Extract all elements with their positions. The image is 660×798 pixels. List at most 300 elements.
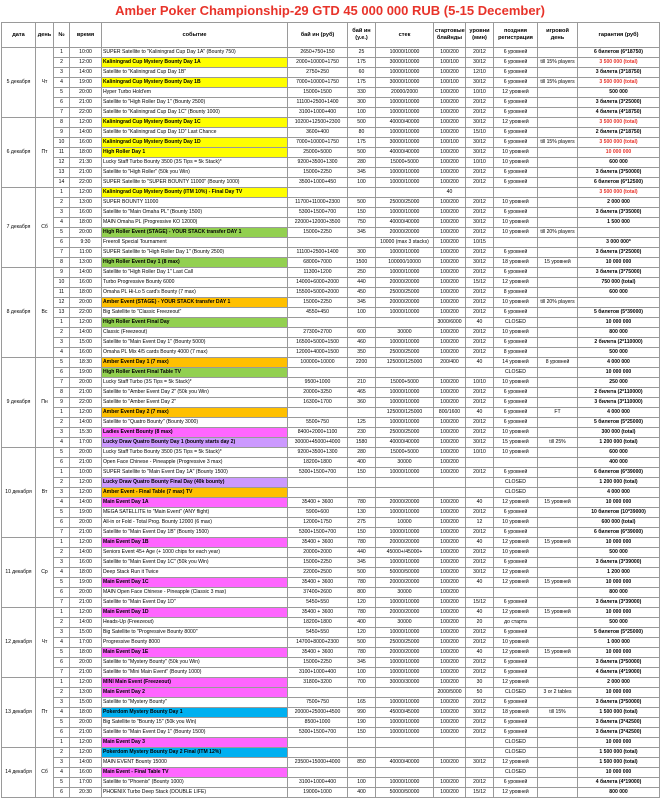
cell-game-day bbox=[538, 698, 578, 708]
cell-time: 17:00 bbox=[70, 778, 102, 788]
cell-game-day bbox=[538, 398, 578, 408]
cell-event: Satellite to "Main Event Day 1B" (Bounty 1500) bbox=[102, 528, 288, 538]
cell-blinds: 100/200 bbox=[434, 578, 466, 588]
cell-stack: 30000 bbox=[376, 458, 434, 468]
cell-number: 6 bbox=[54, 788, 70, 798]
cell-buyin-rub: 14000+6000+2000 bbox=[288, 278, 348, 288]
table-row bbox=[2, 98, 660, 108]
cell-stack: 10000/10000 bbox=[376, 398, 434, 408]
cell-time: 17:00 bbox=[70, 438, 102, 448]
cell-event: Main Event - Final Table TV bbox=[102, 768, 288, 778]
table-row bbox=[2, 728, 660, 738]
cell-levels: 15/12 bbox=[466, 788, 494, 798]
cell-levels: 20/12 bbox=[466, 628, 494, 638]
cell-buyin-rub: 5450+550 bbox=[288, 628, 348, 638]
cell-buyin-rub: 27300+2700 bbox=[288, 328, 348, 338]
cell-late-reg: 6 уровней bbox=[494, 208, 538, 218]
cell-buyin-ue: 150 bbox=[348, 728, 376, 738]
cell-game-day bbox=[538, 618, 578, 628]
cell-buyin-ue: 125 bbox=[348, 418, 376, 428]
cell-date: 7 декабря bbox=[2, 188, 36, 268]
cell-levels: 40 bbox=[466, 498, 494, 508]
cell-event: Satellite to "High Roller Day 1" Last Call bbox=[102, 268, 288, 278]
cell-stack: 45000/45000 bbox=[376, 708, 434, 718]
cell-stack: 10000/10000 bbox=[376, 668, 434, 678]
cell-buyin-ue: 300 bbox=[348, 98, 376, 108]
cell-buyin-rub: 100000+10000 bbox=[288, 358, 348, 368]
cell-stack: 30000/10000 bbox=[376, 78, 434, 88]
cell-time: 12:00 bbox=[70, 488, 102, 498]
cell-levels bbox=[466, 768, 494, 778]
cell-levels: 20/12 bbox=[466, 338, 494, 348]
cell-levels: 20/12 bbox=[466, 328, 494, 338]
cell-event: Ladies Event Bounty (8 max) bbox=[102, 428, 288, 438]
cell-guarantee: 6 билетов (6*18750) bbox=[578, 48, 660, 58]
cell-event: Main Event Day 1E bbox=[102, 648, 288, 658]
cell-stack: 30000/10000 bbox=[376, 138, 434, 148]
cell-buyin-rub: 35400 + 3600 bbox=[288, 538, 348, 548]
cell-number: 4 bbox=[54, 638, 70, 648]
cell-late-reg: 12 уровней bbox=[494, 608, 538, 618]
table-row bbox=[2, 518, 660, 528]
cell-buyin-rub: 35400 + 3600 bbox=[288, 608, 348, 618]
cell-time: 14:00 bbox=[70, 618, 102, 628]
cell-late-reg: 10 уровней bbox=[494, 198, 538, 208]
cell-buyin-ue: 500 bbox=[348, 118, 376, 128]
cell-stack: 40000/40000 bbox=[376, 758, 434, 768]
cell-number: 5 bbox=[54, 228, 70, 238]
cell-levels: 30/12 bbox=[466, 568, 494, 578]
cell-weekday: Чт bbox=[36, 48, 54, 118]
table-row bbox=[2, 188, 660, 198]
cell-time: 21:00 bbox=[70, 98, 102, 108]
cell-blinds: 100/200 bbox=[434, 788, 466, 798]
cell-number: 4 bbox=[54, 78, 70, 88]
cell-blinds: 100/200 bbox=[434, 538, 466, 548]
cell-event: Big Satellite to "Progressive Bounty 8000" bbox=[102, 628, 288, 638]
cell-blinds bbox=[434, 368, 466, 378]
cell-number: 3 bbox=[54, 698, 70, 708]
cell-time: 20:00 bbox=[70, 718, 102, 728]
cell-buyin-rub: 23500+15000+4000 bbox=[288, 758, 348, 768]
cell-late-reg: 18 уровней bbox=[494, 258, 538, 268]
cell-levels: 20/12 bbox=[466, 698, 494, 708]
cell-game-day: 15 уровней bbox=[538, 578, 578, 588]
cell-blinds: 100/200 bbox=[434, 158, 466, 168]
cell-late-reg: 10 уровней bbox=[494, 548, 538, 558]
cell-blinds: 100/200 bbox=[434, 378, 466, 388]
cell-late-reg bbox=[494, 238, 538, 248]
cell-buyin-rub: 5900+600 bbox=[288, 508, 348, 518]
table-row bbox=[2, 328, 660, 338]
cell-buyin-ue: 780 bbox=[348, 578, 376, 588]
cell-levels: 20/12 bbox=[466, 398, 494, 408]
cell-guarantee: 600 000 (total) bbox=[578, 518, 660, 528]
cell-buyin-ue: 400 bbox=[348, 618, 376, 628]
cell-guarantee: 6 билетов (6*12500) bbox=[578, 178, 660, 188]
cell-late-reg: 10 уровней bbox=[494, 158, 538, 168]
cell-date: 14 декабря bbox=[2, 748, 36, 798]
cell-levels: 10/10 bbox=[466, 378, 494, 388]
cell-event: Satellite to "Main Event Day 1" (Bounty 5000) bbox=[102, 338, 288, 348]
cell-buyin-ue: 280 bbox=[348, 158, 376, 168]
cell-event: Satellite to "Amber Event Day 2" (50k you Win) bbox=[102, 388, 288, 398]
cell-game-day bbox=[538, 248, 578, 258]
table-row bbox=[2, 648, 660, 658]
cell-stack: 40000/40000 bbox=[376, 438, 434, 448]
cell-guarantee: 600 000 bbox=[578, 448, 660, 458]
table-row bbox=[2, 618, 660, 628]
cell-guarantee bbox=[578, 228, 660, 238]
cell-event: Amber Event Day 2 (7 max) bbox=[102, 408, 288, 418]
cell-stack bbox=[376, 768, 434, 778]
table-row bbox=[2, 508, 660, 518]
cell-number: 2 bbox=[54, 198, 70, 208]
cell-number: 1 bbox=[54, 738, 70, 748]
cell-number: 2 bbox=[54, 548, 70, 558]
cell-guarantee: 3 билета (3*35000) bbox=[578, 208, 660, 218]
cell-time: 12:00 bbox=[70, 738, 102, 748]
cell-event: SUPER Satellite to "Kaliningrad Cup Day 1A" (Bounty 750) bbox=[102, 48, 288, 58]
cell-blinds: 100/200 bbox=[434, 248, 466, 258]
cell-event: All-in or Fold - Total Prog. Bounty 12000 (6 max) bbox=[102, 518, 288, 528]
cell-buyin-ue: 300 bbox=[348, 248, 376, 258]
cell-event: Seniors Event 45+ Age (+ 1000 chips for each year) bbox=[102, 548, 288, 558]
cell-event: Lucky Draw Quatro Bounty Final Day (40k bounty) bbox=[102, 478, 288, 488]
cell-late-reg: 6 уровней bbox=[494, 388, 538, 398]
table-row bbox=[2, 88, 660, 98]
cell-buyin-rub bbox=[288, 748, 348, 758]
cell-levels: 20/12 bbox=[466, 388, 494, 398]
table-row bbox=[2, 628, 660, 638]
cell-stack: 10000/10000 bbox=[376, 558, 434, 568]
cell-buyin-ue: 465 bbox=[348, 388, 376, 398]
cell-event: MAIN EVENT Bounty 15000 bbox=[102, 758, 288, 768]
cell-buyin-ue bbox=[348, 488, 376, 498]
cell-buyin-ue: 440 bbox=[348, 278, 376, 288]
cell-levels: 40 bbox=[466, 358, 494, 368]
cell-stack: 10000/10000 bbox=[376, 628, 434, 638]
cell-number: 1 bbox=[54, 188, 70, 198]
cell-event: Satellite to "Kaliningrad Cup Day 1C" (Bounty 1000) bbox=[102, 108, 288, 118]
cell-time: 20:00 bbox=[70, 448, 102, 458]
cell-number: 2 bbox=[54, 688, 70, 698]
cell-game-day bbox=[538, 128, 578, 138]
cell-buyin-rub: 7000+10000+1750 bbox=[288, 138, 348, 148]
cell-buyin-ue: 330 bbox=[348, 88, 376, 98]
cell-time: 12:00 bbox=[70, 408, 102, 418]
cell-buyin-rub: 9200+3500+1300 bbox=[288, 158, 348, 168]
cell-game-day bbox=[538, 158, 578, 168]
table-row bbox=[2, 428, 660, 438]
header-number: № bbox=[54, 23, 70, 48]
cell-stack: 15000+5000 bbox=[376, 378, 434, 388]
schedule-table bbox=[1, 22, 660, 798]
cell-event: MEGA SATELLITE to "Main Event" (ANY flight) bbox=[102, 508, 288, 518]
cell-date: 10 декабря bbox=[2, 448, 36, 538]
cell-buyin-rub: 7000+10000+1750 bbox=[288, 78, 348, 88]
cell-levels: 20/12 bbox=[466, 638, 494, 648]
cell-time: 12:00 bbox=[70, 478, 102, 488]
cell-event: High Roller Event Day 1 (8 max) bbox=[102, 258, 288, 268]
cell-blinds: 100/200 bbox=[434, 448, 466, 458]
cell-blinds: 100/200 bbox=[434, 68, 466, 78]
cell-game-day bbox=[538, 308, 578, 318]
cell-time: 20:00 bbox=[70, 518, 102, 528]
cell-event: Big Satellite to "Classic Freezeout" bbox=[102, 308, 288, 318]
cell-stack: 30000/30000 bbox=[376, 678, 434, 688]
cell-buyin-rub: 9500+1000 bbox=[288, 378, 348, 388]
cell-levels: 10/15 bbox=[466, 238, 494, 248]
cell-number: 5 bbox=[54, 508, 70, 518]
cell-game-day bbox=[538, 588, 578, 598]
cell-levels: 30/12 bbox=[466, 58, 494, 68]
cell-weekday: Чт bbox=[36, 608, 54, 678]
table-row bbox=[2, 398, 660, 408]
cell-game-day bbox=[538, 718, 578, 728]
cell-levels: 15/12 bbox=[466, 598, 494, 608]
table-row bbox=[2, 408, 660, 418]
page-title: Amber Poker Championship-29 GTD 45 000 000 RUB (5-15 December) bbox=[115, 3, 545, 18]
table-row bbox=[2, 128, 660, 138]
cell-late-reg: 10 уровней bbox=[494, 298, 538, 308]
cell-game-day bbox=[538, 338, 578, 348]
cell-blinds bbox=[434, 748, 466, 758]
cell-guarantee: 1 200 000 bbox=[578, 568, 660, 578]
cell-blinds: 100/200 bbox=[434, 108, 466, 118]
cell-buyin-rub: 5500+750 bbox=[288, 418, 348, 428]
cell-guarantee: 3 билета (3*50000) bbox=[578, 658, 660, 668]
cell-event: Hyper Turbo Hold'em bbox=[102, 88, 288, 98]
cell-stack: 20000/20000 bbox=[376, 578, 434, 588]
cell-number: 2 bbox=[54, 618, 70, 628]
cell-late-reg: 6 уровней bbox=[494, 398, 538, 408]
cell-stack: 125000/125000 bbox=[376, 408, 434, 418]
cell-event: Turbo Progressive Bounty 6000 bbox=[102, 278, 288, 288]
table-row bbox=[2, 138, 660, 148]
cell-buyin-ue bbox=[348, 408, 376, 418]
table-row bbox=[2, 258, 660, 268]
cell-number: 7 bbox=[54, 598, 70, 608]
cell-levels: 12/10 bbox=[466, 68, 494, 78]
table-row bbox=[2, 308, 660, 318]
cell-stack: 10000/10000 bbox=[376, 718, 434, 728]
cell-buyin-rub: 16500+5000+1500 bbox=[288, 338, 348, 348]
cell-guarantee: 4 000 000 bbox=[578, 488, 660, 498]
cell-late-reg: 6 уровней bbox=[494, 418, 538, 428]
cell-time: 14:00 bbox=[70, 418, 102, 428]
cell-buyin-rub: 14700+8000+2300 bbox=[288, 638, 348, 648]
cell-blinds: 100/200 bbox=[434, 238, 466, 248]
cell-blinds: 100/200 bbox=[434, 558, 466, 568]
cell-buyin-ue: 500 bbox=[348, 568, 376, 578]
cell-buyin-ue bbox=[348, 478, 376, 488]
cell-number: 1 bbox=[54, 678, 70, 688]
cell-event: Kaliningrad Cup Mystery Bounty Day 1D bbox=[102, 138, 288, 148]
cell-stack: 20000/20000 bbox=[376, 648, 434, 658]
cell-buyin-ue: 100 bbox=[348, 308, 376, 318]
table-row bbox=[2, 108, 660, 118]
table-row bbox=[2, 58, 660, 68]
cell-blinds: 100/200 bbox=[434, 458, 466, 468]
cell-weekday: Пн bbox=[36, 358, 54, 448]
cell-stack: 100000/10000 bbox=[376, 258, 434, 268]
cell-time: 12:00 bbox=[70, 678, 102, 688]
cell-date: 12 декабря bbox=[2, 608, 36, 678]
cell-guarantee: 2 билета (2*110000) bbox=[578, 388, 660, 398]
cell-guarantee: 1 200 000 (total) bbox=[578, 478, 660, 488]
cell-buyin-ue: 1580 bbox=[348, 438, 376, 448]
cell-number: 3 bbox=[54, 338, 70, 348]
cell-time: 19:00 bbox=[70, 578, 102, 588]
cell-stack: 25000/25000 bbox=[376, 428, 434, 438]
table-row bbox=[2, 358, 660, 368]
cell-number: 7 bbox=[54, 668, 70, 678]
cell-late-reg: 10 уровней bbox=[494, 328, 538, 338]
cell-game-day bbox=[538, 168, 578, 178]
cell-game-day bbox=[538, 418, 578, 428]
cell-blinds: 100/200 bbox=[434, 308, 466, 318]
cell-late-reg: 6 уровней bbox=[494, 248, 538, 258]
cell-buyin-ue bbox=[348, 748, 376, 758]
table-row bbox=[2, 158, 660, 168]
cell-time: 22:00 bbox=[70, 108, 102, 118]
table-row bbox=[2, 588, 660, 598]
cell-guarantee: 2 000 000 bbox=[578, 678, 660, 688]
cell-levels: 40 bbox=[466, 538, 494, 548]
cell-blinds: 100/200 bbox=[434, 588, 466, 598]
cell-stack: 30000 bbox=[376, 588, 434, 598]
cell-event: MAIN Open Face Chinese - Pineapple (Classic 3 max) bbox=[102, 588, 288, 598]
cell-late-reg: 12 уровней bbox=[494, 568, 538, 578]
cell-buyin-rub: 12000+4000+1500 bbox=[288, 348, 348, 358]
cell-levels: 40 bbox=[466, 408, 494, 418]
cell-buyin-ue: 275 bbox=[348, 518, 376, 528]
table-row bbox=[2, 638, 660, 648]
table-row bbox=[2, 388, 660, 398]
table-row bbox=[2, 78, 660, 88]
cell-guarantee: 3 билета (3*50000) bbox=[578, 168, 660, 178]
cell-late-reg: 6 уровней bbox=[494, 558, 538, 568]
cell-buyin-ue: 1500 bbox=[348, 258, 376, 268]
cell-buyin-rub: 3500+1000+450 bbox=[288, 178, 348, 188]
cell-blinds: 100/200 bbox=[434, 98, 466, 108]
cell-time: 18:00 bbox=[70, 288, 102, 298]
cell-buyin-ue: 450 bbox=[348, 288, 376, 298]
cell-levels: 30/12 bbox=[466, 708, 494, 718]
cell-game-day bbox=[538, 328, 578, 338]
cell-late-reg: 10 уровней bbox=[494, 448, 538, 458]
cell-event: Main Event Day 1B bbox=[102, 538, 288, 548]
cell-late-reg: CLOSED bbox=[494, 478, 538, 488]
cell-number: 5 bbox=[54, 88, 70, 98]
cell-levels: 30/12 bbox=[466, 438, 494, 448]
table-row bbox=[2, 218, 660, 228]
cell-event: Open Face Chinese - Pineapple (Progressive 3 max) bbox=[102, 458, 288, 468]
table-row bbox=[2, 288, 660, 298]
cell-guarantee: 5 билетов (5*39000) bbox=[578, 308, 660, 318]
table-row bbox=[2, 558, 660, 568]
cell-buyin-ue: 100 bbox=[348, 778, 376, 788]
cell-blinds: 100/200 bbox=[434, 128, 466, 138]
table-row bbox=[2, 548, 660, 558]
cell-guarantee: 3 билета (3*42500) bbox=[578, 718, 660, 728]
cell-event: Pokerdom Mystery Bounty Day 1 bbox=[102, 708, 288, 718]
cell-guarantee: 3 500 000 (total) bbox=[578, 188, 660, 198]
cell-buyin-ue: 120 bbox=[348, 598, 376, 608]
cell-blinds: 100/200 bbox=[434, 568, 466, 578]
cell-blinds: 100/200 bbox=[434, 708, 466, 718]
cell-guarantee: 10 билетов (10*39000) bbox=[578, 508, 660, 518]
cell-number: 9 bbox=[54, 398, 70, 408]
cell-number: 3 bbox=[54, 488, 70, 498]
cell-game-day: 8 уровней bbox=[538, 358, 578, 368]
cell-blinds: 100/200 bbox=[434, 698, 466, 708]
cell-buyin-rub bbox=[288, 188, 348, 198]
cell-levels bbox=[466, 738, 494, 748]
cell-buyin-rub: 11100+2500+1400 bbox=[288, 248, 348, 258]
cell-levels: 20/12 bbox=[466, 728, 494, 738]
cell-buyin-ue: 175 bbox=[348, 58, 376, 68]
cell-number: 6 bbox=[54, 728, 70, 738]
cell-levels: 20/12 bbox=[466, 228, 494, 238]
cell-guarantee: 3 билета (3*25000) bbox=[578, 98, 660, 108]
cell-buyin-ue: 800 bbox=[348, 588, 376, 598]
cell-game-day bbox=[538, 468, 578, 478]
cell-event: Kaliningrad Cup Mystery Bounty Day 1C bbox=[102, 118, 288, 128]
cell-buyin-rub: 3600+400 bbox=[288, 128, 348, 138]
cell-stack: 30000/10000 bbox=[376, 58, 434, 68]
cell-blinds: 100/200 bbox=[434, 268, 466, 278]
cell-buyin-rub: 5300+1500+700 bbox=[288, 528, 348, 538]
cell-guarantee: 10 000 000 bbox=[578, 688, 660, 698]
cell-number: 4 bbox=[54, 498, 70, 508]
cell-levels: 20/12 bbox=[466, 48, 494, 58]
cell-game-day: till 25% bbox=[538, 438, 578, 448]
cell-stack: 10000/10000 bbox=[376, 468, 434, 478]
cell-game-day bbox=[538, 98, 578, 108]
cell-game-day: 15 уровней bbox=[538, 538, 578, 548]
table-row bbox=[2, 448, 660, 458]
cell-number: 6 bbox=[54, 588, 70, 598]
cell-stack: 10000/10000 bbox=[376, 248, 434, 258]
cell-game-day bbox=[538, 768, 578, 778]
cell-event: Big Satellite to "Bounty 15" (50k you Win) bbox=[102, 718, 288, 728]
cell-event: PHOENIX Turbo Deep Stack (DOUBLE LIFE) bbox=[102, 788, 288, 798]
cell-number: 6 bbox=[54, 518, 70, 528]
cell-stack: 10000/10000 bbox=[376, 108, 434, 118]
cell-number: 1 bbox=[54, 468, 70, 478]
cell-number: 3 bbox=[54, 208, 70, 218]
cell-event: Progressive Bounty 8000 bbox=[102, 638, 288, 648]
cell-late-reg bbox=[494, 458, 538, 468]
cell-game-day bbox=[538, 548, 578, 558]
cell-event: Main Event Day 2 bbox=[102, 688, 288, 698]
cell-number: 2 bbox=[54, 748, 70, 758]
table-row bbox=[2, 678, 660, 688]
cell-time: 14:00 bbox=[70, 548, 102, 558]
cell-number: 11 bbox=[54, 288, 70, 298]
cell-event: SUPER Satellite to "Main Event Day 1A" (Bounty 1500) bbox=[102, 468, 288, 478]
cell-late-reg: 14 уровней bbox=[494, 358, 538, 368]
cell-stack: 40000/40000 bbox=[376, 218, 434, 228]
cell-number: 6 bbox=[54, 98, 70, 108]
cell-levels: 20/12 bbox=[466, 428, 494, 438]
cell-stack: 10000/10000 bbox=[376, 168, 434, 178]
cell-blinds bbox=[434, 768, 466, 778]
cell-buyin-ue: 100 bbox=[348, 668, 376, 678]
cell-buyin-ue: 990 bbox=[348, 708, 376, 718]
